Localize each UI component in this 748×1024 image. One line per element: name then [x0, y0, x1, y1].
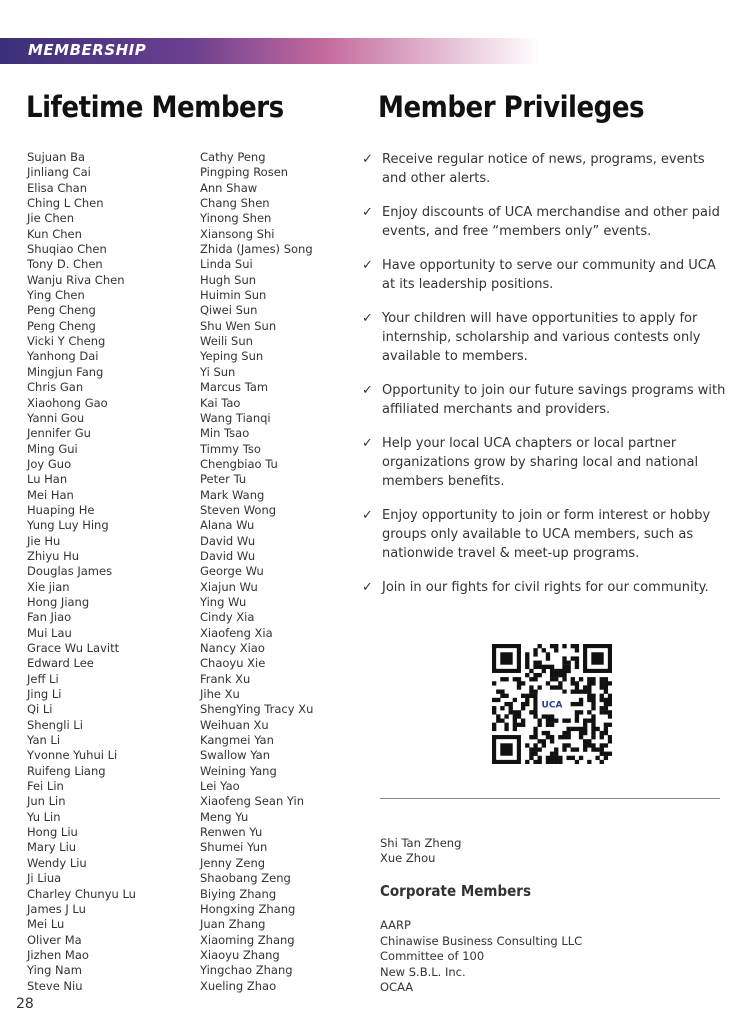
member-name: Renwen Yu [200, 825, 263, 840]
member-name: Cathy Peng [200, 150, 266, 164]
member-name: Cindy Xia [200, 610, 255, 625]
member-name: Weili Sun [200, 334, 253, 349]
check-icon: ✓ [362, 152, 373, 167]
privilege-text: Enjoy opportunity to join or form interest or hobby groups only available to UCA members, such as nationwide travel & meet-up programs. [382, 508, 711, 561]
member-name: Jihe Xu [200, 687, 240, 702]
privilege-item [362, 256, 726, 294]
member-name: Min Tsao [200, 426, 250, 441]
member-name: ShengYing Tracy Xu [200, 702, 314, 717]
member-name: Ying Wu [200, 594, 247, 609]
member-name: Jenny Zeng [200, 855, 266, 870]
member-name: Meng Yu [200, 809, 249, 824]
privilege-item [362, 578, 726, 597]
member-name: Jennifer Gu [27, 426, 91, 441]
member-name: Mark Wang [200, 487, 265, 502]
member-name: Jun Lin [27, 794, 66, 809]
member-name: Huaping He [27, 502, 95, 517]
member-name: Mui Lau [27, 625, 72, 640]
member-name: Lei Yao [200, 779, 240, 794]
member-name: Steve Niu [27, 978, 83, 993]
donor-name: Xue Zhou [380, 851, 436, 865]
privilege-text: Enjoy discounts of UCA merchandise and other paid events, and free “members only” events. [382, 205, 720, 239]
member-name: Shaobang Zeng [200, 871, 291, 886]
member-name: Steven Wong [200, 502, 277, 517]
member-name: Peng Cheng [27, 303, 96, 318]
member-name: Sujuan Ba [27, 150, 85, 164]
member-name: Mary Liu [27, 840, 77, 855]
member-name: Mingjun Fang [27, 364, 104, 379]
member-name: Fei Lin [27, 779, 64, 794]
qr-code-icon [492, 644, 612, 764]
member-name: Shumei Yun [200, 840, 268, 855]
donor-name: Shi Tan Zheng [380, 836, 462, 850]
member-name: Chengbiao Tu [200, 456, 278, 471]
member-name: Douglas James [27, 564, 113, 579]
member-name: Jeff Li [27, 671, 59, 686]
check-icon: ✓ [362, 258, 373, 273]
member-name: Ying Chen [27, 288, 85, 303]
check-icon: ✓ [362, 311, 373, 326]
member-name: Xiaofeng Sean Yin [200, 794, 304, 809]
member-name: Ruifeng Liang [27, 763, 106, 778]
member-name: Timmy Tso [200, 441, 261, 456]
member-name: Ming Gui [27, 441, 78, 456]
member-name: Alana Wu [200, 518, 255, 533]
member-name: Ji Liua [27, 871, 62, 886]
member-name: Weihuan Xu [200, 717, 269, 732]
member-name: Yanhong Dai [27, 349, 99, 364]
member-name: Kun Chen [27, 226, 82, 241]
corporate-members-title: Corporate Members [380, 882, 531, 900]
member-name: Weining Yang [200, 763, 277, 778]
member-name: Biying Zhang [200, 886, 277, 901]
member-name: David Wu [200, 548, 256, 563]
lifetime-members-title: Lifetime Members [26, 90, 284, 124]
member-name: Charley Chunyu Lu [27, 886, 136, 901]
member-name: Linda Sui [200, 257, 253, 272]
member-privileges-title: Member Privileges [378, 90, 645, 124]
privilege-text: Have opportunity to serve our community and UCA at its leadership positions. [382, 258, 716, 292]
member-name: Jing Li [27, 687, 62, 702]
member-name: Swallow Yan [200, 748, 271, 763]
divider [380, 798, 720, 799]
member-name: Elisa Chan [27, 180, 88, 195]
member-name: Lu Han [27, 472, 68, 487]
member-name: Yan Li [27, 733, 61, 748]
member-name: Hugh Sun [200, 272, 257, 287]
member-name: Hong Liu [27, 825, 78, 840]
privilege-text: Opportunity to join our future savings programs with affiliated merchants and providers. [382, 383, 726, 417]
page-number: 28 [16, 996, 34, 1012]
donor-list [380, 836, 461, 866]
member-name: Xiansong Shi [200, 226, 275, 241]
corporate-member-name: Committee of 100 [380, 949, 485, 963]
privilege-item [362, 381, 726, 419]
member-name: Xie jian [27, 579, 70, 594]
check-icon: ✓ [362, 383, 373, 398]
member-name: Peter Tu [200, 472, 247, 487]
member-name: Ann Shaw [200, 180, 258, 195]
member-name: Jizhen Mao [27, 947, 89, 962]
member-name: Yingchao Zhang [200, 963, 293, 978]
member-name: Chang Shen [200, 196, 270, 211]
member-name: Nancy Xiao [200, 641, 265, 655]
member-name: Wang Tianqi [200, 410, 271, 425]
member-name: Tony D. Chen [27, 257, 103, 272]
privilege-item [362, 309, 726, 366]
member-name: Jie Hu [27, 533, 61, 548]
member-name: Huimin Sun [200, 288, 267, 303]
privilege-item [362, 506, 726, 563]
member-name: Hongxing Zhang [200, 901, 296, 916]
member-name: Shengli Li [27, 717, 83, 732]
corporate-member-name: New S.B.L. Inc. [380, 964, 466, 979]
member-name: Xiaoming Zhang [200, 932, 295, 947]
corporate-member-name: AARP [380, 918, 411, 932]
privilege-text: Your children will have opportunities to apply for internship, scholarship and various contests only available to members. [382, 311, 701, 364]
member-name: Mei Han [27, 487, 74, 502]
member-name: Kai Tao [200, 395, 241, 410]
member-name: Xiajun Wu [200, 579, 258, 594]
lifetime-members-column-1 [27, 150, 136, 994]
member-name: Oliver Ma [27, 932, 82, 947]
privilege-text: Receive regular notice of news, programs, events and other alerts. [382, 152, 705, 186]
member-name: Yi Sun [200, 364, 236, 379]
member-name: Shu Wen Sun [200, 318, 277, 333]
member-name: Yinong Shen [200, 211, 272, 226]
member-name: Jie Chen [27, 211, 74, 226]
member-name: Jinliang Cai [27, 165, 91, 180]
member-name: Shuqiao Chen [27, 242, 107, 257]
member-name: Yung Luy Hing [27, 518, 109, 533]
member-name: Peng Cheng [27, 318, 96, 333]
member-name: Yeping Sun [200, 349, 264, 364]
member-name: Fan Jiao [27, 610, 72, 625]
member-name: David Wu [200, 533, 256, 548]
member-name: Frank Xu [200, 671, 251, 686]
corporate-members-list [380, 918, 582, 996]
check-icon: ✓ [362, 436, 373, 451]
member-name: Yanni Gou [27, 410, 85, 425]
member-name: Pingping Rosen [200, 165, 289, 180]
check-icon: ✓ [362, 580, 373, 595]
member-name: Zhida (James) Song [200, 242, 313, 257]
privilege-text: Join in our fights for civil rights for our community. [382, 580, 709, 595]
privileges-list [362, 150, 726, 612]
member-name: Mei Lu [27, 917, 65, 932]
member-name: Qiwei Sun [200, 303, 258, 318]
check-icon: ✓ [362, 205, 373, 220]
member-name: Zhiyu Hu [27, 548, 80, 563]
member-name: Vicki Y Cheng [27, 334, 106, 349]
member-name: Joy Guo [27, 456, 72, 471]
check-icon: ✓ [362, 508, 373, 523]
privilege-item [362, 150, 726, 188]
member-name: Xiaofeng Xia [200, 625, 273, 640]
member-name: James J Lu [27, 901, 86, 916]
member-name: Wendy Liu [27, 855, 87, 870]
section-label: MEMBERSHIP [28, 41, 147, 59]
privilege-item [362, 203, 726, 241]
member-name: Chris Gan [27, 380, 84, 395]
member-name: Marcus Tam [200, 380, 269, 395]
member-name: Edward Lee [27, 656, 94, 671]
member-name: Yu Lin [27, 809, 61, 824]
member-name: Chaoyu Xie [200, 656, 266, 671]
member-name: Wanju Riva Chen [27, 272, 125, 287]
privilege-text: Help your local UCA chapters or local partner organizations grow by sharing local and national members benefits. [382, 436, 699, 489]
lifetime-members-column-2 [200, 150, 313, 994]
member-name: Hong Jiang [27, 594, 90, 609]
member-name: Ching L Chen [27, 196, 104, 211]
member-name: Ying Nam [27, 963, 82, 978]
member-name: Grace Wu Lavitt [27, 641, 120, 655]
qr-logo-text: UCA [541, 700, 563, 711]
member-name: Kangmei Yan [200, 733, 274, 748]
member-name: Xiaohong Gao [27, 395, 108, 410]
member-name: Juan Zhang [200, 917, 266, 932]
member-name: Xueling Zhao [200, 978, 277, 993]
member-name: George Wu [200, 564, 264, 579]
section-banner [0, 38, 540, 64]
member-name: Yvonne Yuhui Li [27, 748, 118, 763]
privilege-item [362, 434, 726, 491]
member-name: Qi Li [27, 702, 53, 717]
member-name: Xiaoyu Zhang [200, 947, 280, 962]
corporate-member-name: Chinawise Business Consulting LLC [380, 933, 583, 948]
corporate-member-name: OCAA [380, 980, 414, 994]
